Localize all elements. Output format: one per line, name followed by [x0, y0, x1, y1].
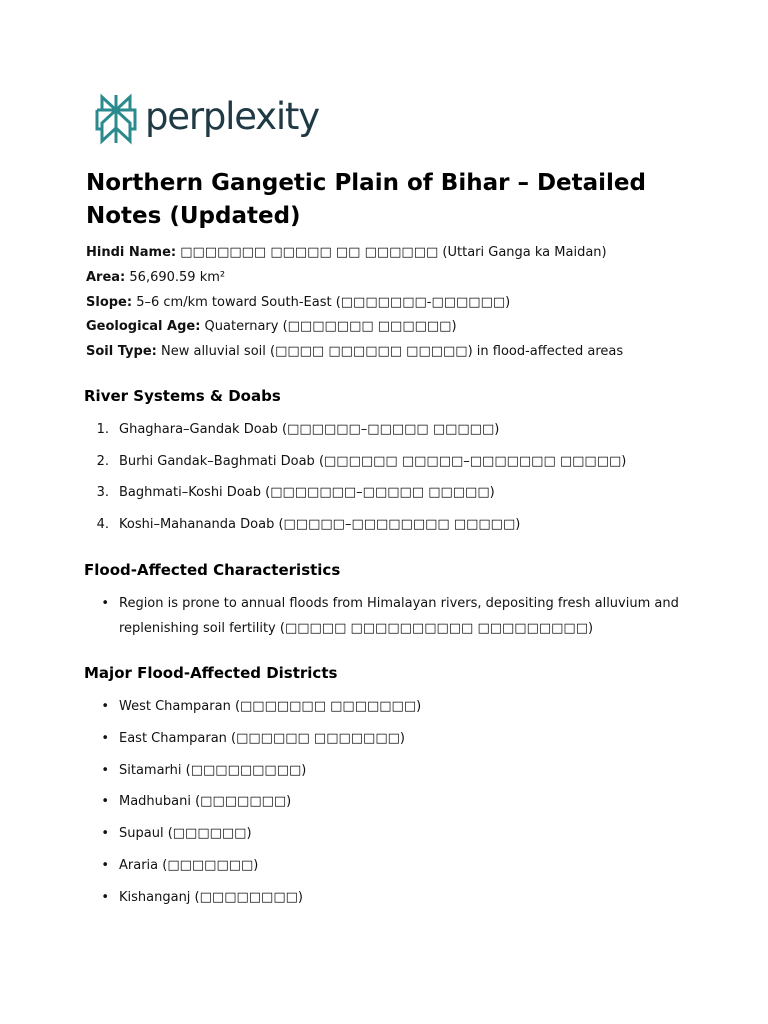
list-item-text: Ghaghara–Gandak Doab (□□□□□□–□□□□□ □□□□□): [119, 422, 500, 437]
list-number: 2.: [96, 453, 109, 469]
fact-slope: [86, 291, 726, 316]
list-item-text: Supaul (□□□□□□): [119, 826, 252, 842]
logo-wordmark: perplexity: [145, 94, 319, 138]
list-item: [84, 857, 704, 889]
list-item-text: Koshi–Mahananda Doab (□□□□□–□□□□□□□□ □□□□□): [119, 516, 521, 532]
section-heading-flood-districts: Major Flood-Affected Districts: [84, 664, 338, 682]
list-item: [84, 453, 704, 485]
list-item-text: Kishanganj (□□□□□□□□): [119, 889, 303, 905]
list-item-text: Madhubani (□□□□□□□): [119, 794, 292, 810]
fact-label: Area:: [86, 269, 126, 285]
list-item: [84, 591, 704, 641]
list-item-text: Baghmati–Koshi Doab (□□□□□□□–□□□□□ □□□□□): [119, 485, 495, 500]
fact-area: [86, 266, 726, 291]
fact-label: Hindi Name:: [86, 245, 177, 260]
section-heading-river-systems: River Systems & Doabs: [84, 387, 281, 405]
fact-label: Soil Type:: [86, 344, 157, 360]
list-item: [84, 889, 704, 921]
list-number: 1.: [96, 422, 109, 437]
fact-value: New alluvial soil (□□□□ □□□□□□ □□□□□) in flood-affected areas: [156, 344, 624, 360]
page-title: Northern Gangetic Plain of Bihar – Detailed Notes (Updated): [86, 170, 646, 229]
bullet-icon: •: [101, 699, 109, 714]
bullet-icon: •: [101, 596, 109, 611]
list-item: [84, 730, 704, 762]
list-item-text: Region is prone to annual floods from Himalayan rivers, depositing fresh alluvium and replenishing soil fertility (□□□□□ □□□□□□□□□□ □□□□□□□□□): [119, 596, 679, 636]
fact-label: Geological Age:: [86, 319, 201, 335]
flood-characteristics-list: [84, 591, 704, 641]
list-number: 3.: [96, 485, 109, 500]
list-item-text: Araria (□□□□□□□): [119, 857, 259, 873]
list-item: [84, 421, 704, 453]
list-number: 4.: [96, 516, 109, 532]
list-item: [84, 793, 704, 825]
fact-geological-age: [86, 315, 726, 340]
fact-value: Quaternary (□□□□□□□ □□□□□□): [200, 319, 457, 335]
bullet-icon: •: [101, 794, 109, 810]
list-item: [84, 762, 704, 794]
list-item: [84, 698, 704, 730]
key-facts: [86, 241, 726, 365]
list-item-text: Sitamarhi (□□□□□□□□□): [119, 762, 307, 778]
list-item: [84, 516, 704, 548]
list-item-text: East Champaran (□□□□□□ □□□□□□□): [119, 730, 405, 746]
fact-hindi-name: [86, 241, 726, 266]
list-item-text: Burhi Gandak–Baghmati Doab (□□□□□□ □□□□□–□□□□□□□ □□□□□): [119, 453, 627, 469]
section-heading-flood-characteristics: Flood-Affected Characteristics: [84, 561, 341, 579]
bullet-icon: •: [101, 730, 109, 746]
flood-districts-list: [84, 698, 704, 921]
perplexity-logo: [94, 93, 319, 145]
list-item-text: West Champaran (□□□□□□□ □□□□□□□): [119, 699, 422, 714]
list-item: [84, 825, 704, 857]
fact-value: 56,690.59 km²: [125, 269, 226, 285]
bullet-icon: •: [101, 826, 109, 842]
fact-soil-type: [86, 340, 726, 365]
fact-value: □□□□□□□ □□□□□ □□ □□□□□□ (Uttari Ganga ka Maidan): [176, 245, 607, 260]
fact-value: 5–6 cm/km toward South-East (□□□□□□□-□□□□□□): [132, 294, 511, 310]
fact-label: Slope:: [86, 294, 133, 310]
bullet-icon: •: [101, 889, 109, 905]
list-item: [84, 484, 704, 516]
bullet-icon: •: [101, 857, 109, 873]
bullet-icon: •: [101, 762, 109, 778]
perplexity-star-icon: [94, 93, 138, 145]
river-doab-list: [84, 421, 704, 547]
